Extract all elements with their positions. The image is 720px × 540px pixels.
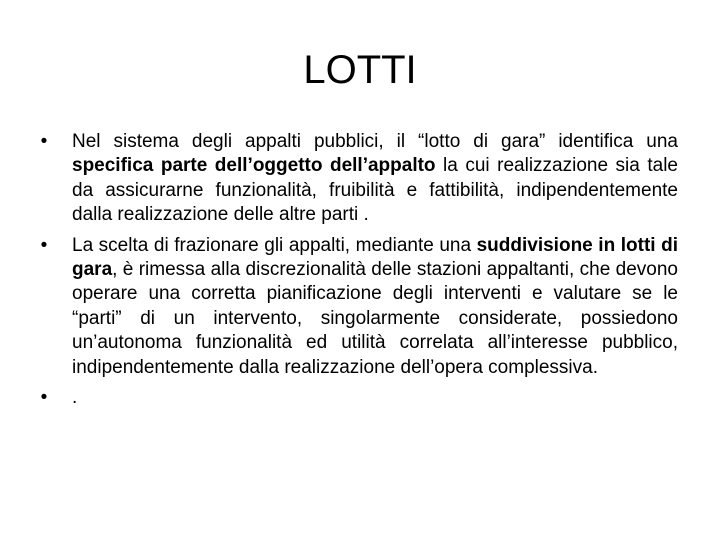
bullet-list (36, 130, 678, 416)
bullet-icon: • (40, 387, 48, 409)
bullet-text-segment: Nel sistema degli appalti pubblici, il “lotto di gara” identifica una (72, 131, 678, 152)
bullet-item (36, 234, 678, 380)
bullet-text-segment: La scelta di frazionare gli appalti, mediante una (72, 234, 477, 256)
bullet-text (72, 235, 678, 378)
bullet-emphasis: suddivisione in lotti di gara (72, 234, 678, 281)
bullet-item (36, 130, 678, 228)
bullet-text-segment: la cui realizzazione sia tale da assicurarne funzionalità, fruibilità e fattibilità, indipendentemente dalla realizzazione delle altre parti . (72, 155, 678, 226)
bullet-item (36, 386, 678, 410)
bullet-text: . (72, 387, 78, 409)
bullet-text-segment: , è rimessa alla discrezionalità delle stazioni appaltanti, che devono operare una corretta pianificazione degli interventi e valutare se le “parti” di un intervento, singolarmente considerate, possiedono un’autonoma funzionalità ed utilità correlata all’interesse pubblico, indipendentemente dalla realizzazione dell’opera complessiva. (72, 259, 678, 378)
bullet-icon: • (40, 234, 48, 256)
bullet-text (72, 131, 678, 225)
slide-title: LOTTI (303, 48, 417, 92)
bullet-emphasis: specifica parte dell’oggetto dell’appalto (72, 155, 436, 177)
bullet-icon: • (40, 131, 48, 152)
